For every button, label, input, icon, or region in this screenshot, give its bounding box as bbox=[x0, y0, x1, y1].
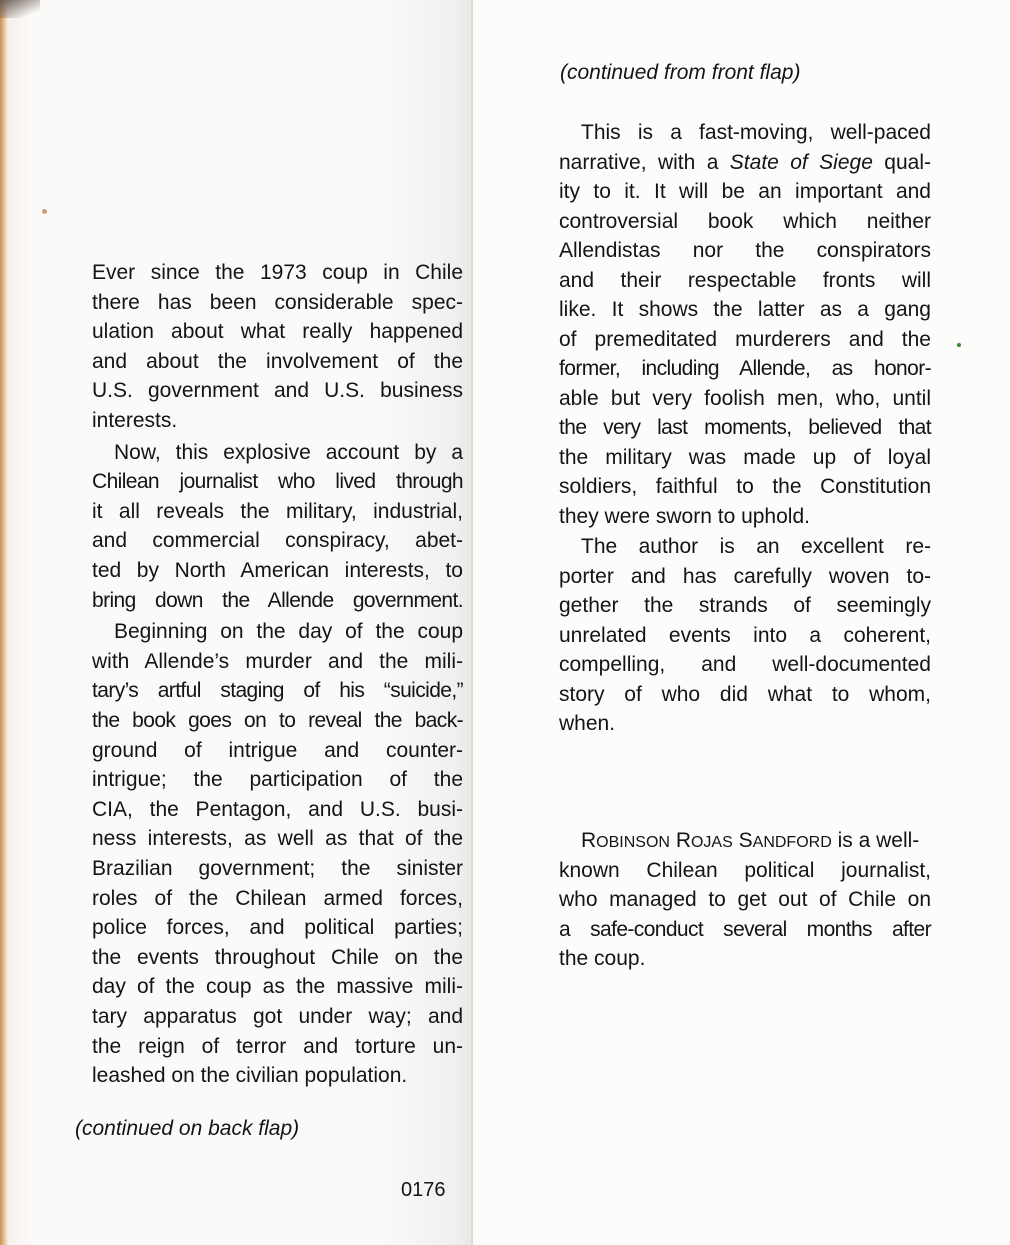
paper-speck bbox=[42, 209, 47, 214]
text-line: ness interests, as well as that of the bbox=[92, 827, 463, 851]
text-line: ground of intrigue and counter- bbox=[92, 738, 463, 762]
text-line bbox=[559, 148, 931, 177]
continued-from-front-flap: (continued from front flap) bbox=[560, 61, 801, 84]
text-fragment: qual- bbox=[872, 150, 931, 174]
small-caps-initial: S bbox=[738, 829, 753, 852]
author-name bbox=[581, 829, 832, 852]
text-line: The author is an excellent re- bbox=[581, 535, 931, 558]
text-line: it all reveals the military, industrial, bbox=[92, 499, 463, 523]
text-line: of premeditated murderers and the bbox=[559, 327, 931, 351]
text-line: roles of the Chilean armed forces, bbox=[92, 886, 463, 910]
text-line: like. It shows the latter as a gang bbox=[559, 298, 931, 321]
text-line: gether the strands of seemingly bbox=[559, 594, 931, 617]
text-line: Allendistas nor the conspirators bbox=[559, 239, 931, 262]
text-line: when. bbox=[559, 712, 616, 735]
author-bio-line: who managed to get out of Chile on bbox=[559, 888, 931, 911]
text-line: Ever since the 1973 coup in Chile bbox=[92, 261, 463, 284]
front-flap bbox=[0, 0, 472, 1245]
author-bio-line: the coup. bbox=[559, 947, 646, 970]
text-line: story of who did what to whom, bbox=[559, 682, 931, 706]
text-line: ulation about what really happened bbox=[92, 320, 463, 344]
small-caps-rest: ANDFORD bbox=[752, 834, 832, 851]
continued-on-back-flap: (continued on back flap) bbox=[75, 1117, 300, 1140]
text-line: intrigue; the participation of the bbox=[92, 768, 463, 792]
text-line: tary apparatus got under way; and bbox=[92, 1005, 463, 1028]
text-fragment: narrative, with a bbox=[559, 150, 730, 174]
text-line: compelling, and well-documented bbox=[559, 653, 931, 676]
text-line: Brazilian government; the sinister bbox=[92, 857, 463, 880]
book-title-reference: State of Siege bbox=[729, 150, 873, 174]
text-line: unrelated events into a coherent, bbox=[559, 623, 931, 647]
text-line: the reign of terror and torture un- bbox=[92, 1034, 463, 1058]
text-line: ity to it. It will be an important and bbox=[559, 180, 931, 203]
text-line: porter and has carefully woven to- bbox=[559, 564, 931, 588]
corner-smudge bbox=[0, 0, 40, 18]
stained-edge bbox=[0, 0, 8, 1245]
text-line: they were sworn to uphold. bbox=[559, 504, 810, 528]
small-caps-rest: OBINSON bbox=[596, 834, 670, 851]
text-line: and commercial conspiracy, abet- bbox=[92, 529, 463, 553]
text-line: the book goes on to reveal the back- bbox=[92, 709, 463, 732]
paper-speck bbox=[957, 343, 961, 347]
text-line: former, including Allende, as honor- bbox=[559, 357, 931, 380]
text-line: there has been considerable spec- bbox=[92, 290, 463, 314]
text-line: ted by North American interests, to bbox=[92, 559, 463, 582]
text-fragment: is a well- bbox=[831, 829, 920, 852]
text-line: with Allende’s murder and the mili- bbox=[92, 649, 463, 673]
text-line: police forces, and political parties; bbox=[92, 916, 463, 940]
text-line: controversial book which neither bbox=[559, 209, 931, 233]
text-line: able but very foolish men, who, until bbox=[559, 386, 931, 410]
small-caps-initial: R bbox=[581, 829, 597, 852]
author-bio-line: a safe-conduct several months after bbox=[559, 917, 931, 941]
text-line: and about the involvement of the bbox=[92, 349, 463, 373]
small-caps-rest: OJAS bbox=[690, 834, 733, 851]
text-line: U.S. government and U.S. business bbox=[92, 379, 463, 403]
text-line: day of the coup as the massive mili- bbox=[92, 975, 463, 999]
text-line: leashed on the civilian population. bbox=[92, 1064, 408, 1088]
text-line: bring down the Allende government. bbox=[92, 588, 463, 612]
text-line: Chilean journalist who lived through bbox=[92, 470, 463, 494]
code-number: 0176 bbox=[401, 1179, 446, 1201]
text-line: the very last moments, believed that bbox=[559, 416, 931, 439]
text-line: This is a fast-moving, well-paced bbox=[581, 121, 931, 144]
text-line: Beginning on the day of the coup bbox=[114, 620, 463, 644]
text-line: CIA, the Pentagon, and U.S. busi- bbox=[92, 797, 463, 821]
text-line: and their respectable fronts will bbox=[559, 268, 931, 292]
small-caps-initial: R bbox=[675, 829, 691, 852]
text-line: interests. bbox=[92, 409, 178, 432]
author-bio-line bbox=[559, 826, 931, 855]
text-line: soldiers, faithful to the Constitution bbox=[559, 475, 931, 498]
text-line: the military was made up of loyal bbox=[559, 445, 931, 469]
author-bio-line: known Chilean political journalist, bbox=[559, 858, 931, 882]
text-line: the events throughout Chile on the bbox=[92, 945, 463, 969]
text-line: Now, this explosive account by a bbox=[114, 440, 463, 464]
text-line: tary’s artful staging of his “suicide,” bbox=[92, 679, 463, 703]
